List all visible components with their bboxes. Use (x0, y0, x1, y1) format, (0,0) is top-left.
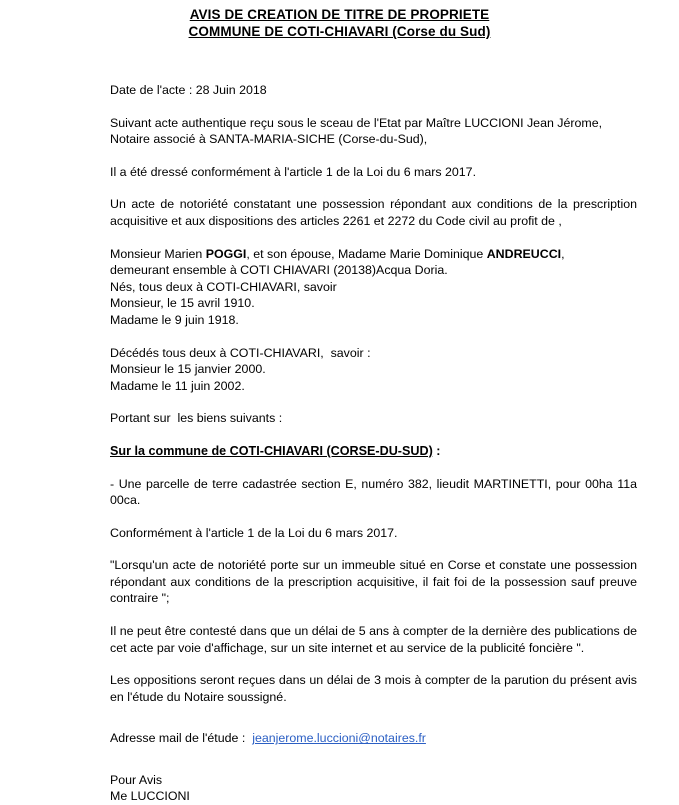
act-date-line: Date de l'acte : 28 Juin 2018 (110, 83, 267, 97)
property-intro-line: Portant sur les biens suivants : (110, 411, 283, 426)
owners-paragraph (110, 246, 637, 263)
signature-line-2: Me LUCCIONI (110, 789, 190, 804)
title-line-2 (0, 23, 679, 40)
authentic-act-paragraph (110, 115, 637, 132)
death-monsieur-line: Monsieur le 15 janvier 2000. (110, 362, 266, 377)
title-line-1-text: AVIS DE CREATION DE TITRE DE PROPRIETE (189, 7, 490, 22)
deaths-intro-line: Décédés tous deux à COTI-CHIAVARI, savoir : (110, 345, 371, 360)
authentic-act-line-1: Suivant acte authentique reçu sous le sceau de l'Etat par Maître LUCCIONI Jean Jérome, (110, 115, 603, 130)
signature-line-1: Pour Avis (110, 773, 163, 788)
owners-middle: , et son épouse, Madame Marie Dominique (246, 246, 487, 261)
conformity-line: Conformément à l'article 1 de la Loi du 6 mars 2017. (110, 525, 398, 540)
commune-heading-trailing: : (432, 443, 441, 458)
owners-residence-line: demeurant ensemble à COTI CHIAVARI (20138)Acqua Doria. (110, 263, 448, 278)
owner-surname-1: POGGI (205, 246, 247, 261)
commune-heading (110, 443, 637, 460)
contest-paragraph: Il ne peut être contesté dans que un délai de 5 ans à compter de la dernière des publications de cet acte par voie d'affichage, sur un site internet et au service de la publicité foncière ". (110, 624, 637, 655)
title-line-1 (0, 6, 679, 23)
document-title (0, 0, 679, 40)
birth-monsieur-line: Monsieur, le 15 avril 1910. (110, 296, 255, 311)
study-email-label: Adresse mail de l'étude : (110, 731, 253, 746)
notoriety-paragraph: Un acte de notoriété constatant une possession répondant aux conditions de la prescription acquisitive et aux dispositions des articles 2261 et 2272 du Code civil au profit de , (110, 197, 637, 228)
legal-quote-paragraph: "Lorsqu'un acte de notoriété porte sur un immeuble situé en Corse et constate une possession répondant aux conditions de la prescription acquisitive, il fait foi de la possession sauf preuve contraire "; (110, 558, 637, 606)
study-email-line (110, 730, 637, 747)
opposition-paragraph: Les oppositions seront reçues dans un délai de 3 mois à compter de la parution du présent avis en l'étude du Notaire soussigné. (110, 673, 637, 704)
drafted-conformity-line: Il a été dressé conformément à l'article 1 de la Loi du 6 mars 2017. (110, 164, 477, 179)
study-email-link[interactable]: jeanjerome.luccioni@notaires.fr (252, 731, 426, 746)
title-line-2-text: COMMUNE DE COTI-CHIAVARI (Corse du Sud) (188, 24, 491, 39)
birth-madame-line: Madame le 9 juin 1918. (110, 312, 239, 327)
owners-prefix: Monsieur Marien (110, 246, 206, 261)
parcel-paragraph: - Une parcelle de terre cadastrée section E, numéro 382, lieudit MARTINETTI, pour 00ha 11a 00ca. (110, 476, 637, 508)
document-body (110, 82, 637, 805)
birth-intro-line: Nés, tous deux à COTI-CHIAVARI, savoir (110, 279, 337, 294)
signature-block (110, 772, 637, 805)
authentic-act-line-2: Notaire associé à SANTA-MARIA-SICHE (Corse-du-Sud), (110, 132, 428, 147)
commune-heading-underlined: Sur la commune de COTI-CHIAVARI (CORSE-DU-SUD) (110, 443, 433, 458)
death-madame-line: Madame le 11 juin 2002. (110, 378, 245, 393)
owners-suffix: , (561, 246, 565, 261)
owner-surname-2: ANDREUCCI (486, 246, 562, 261)
